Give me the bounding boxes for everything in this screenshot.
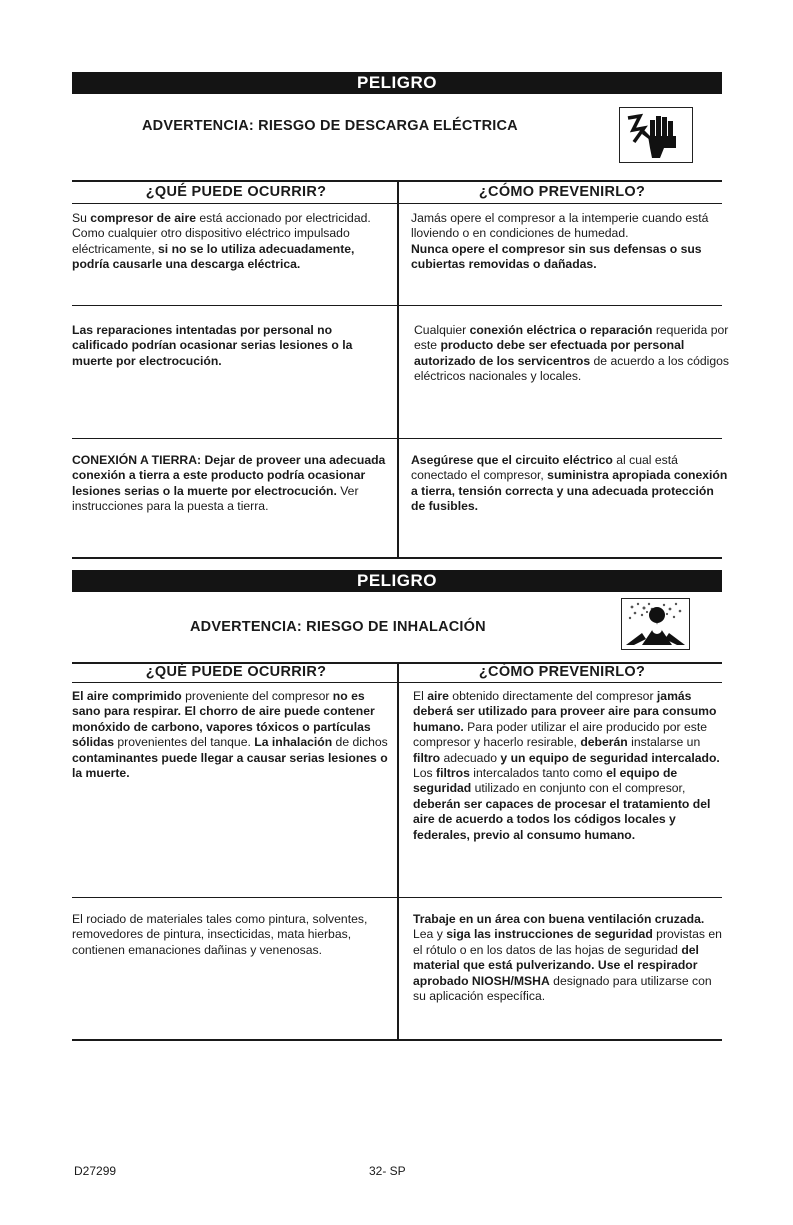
electric-shock-hazard-icon [619, 107, 693, 163]
row-rule [72, 438, 722, 439]
row-rule [72, 897, 722, 898]
cell-s1r2-left: CONEXIÓN A TIERRA: Dejar de proveer una adecuada conexión a tierra a este producto podría ocasionar lesiones serias o la muerte por electrocución. Ver instrucciones para la puesta a tierra. [72, 453, 386, 514]
cell-s1r2-right: Asegúrese que el circuito eléctrico al cual está conectado el compresor, suministra apropiada conexión a tierra, tensión correcta y una adecuada protección de fusibles. [411, 453, 728, 514]
column-divider [397, 180, 399, 558]
column-divider [397, 662, 399, 1041]
danger-banner-electric: PELIGRO [72, 72, 722, 94]
cell-s2r0-left: El aire comprimido proveniente del compresor no es sano para respirar. El chorro de aire puede contener monóxido de carbono, vapores tóxicos o partículas sólidas provenientes del tanque. La inhalación de dichos contaminantes puede llegar a causar serias lesiones o la muerte. [72, 689, 388, 781]
cell-s1r0-right: Jamás opere el compresor a la intemperie cuando está lloviendo o en condiciones de humedad. Nunca opere el compresor sin sus defensas o sus cubiertas removidas o dañadas. [411, 211, 709, 272]
page-number: 32- SP [369, 1164, 406, 1178]
danger-banner-inhalation: PELIGRO [72, 570, 722, 592]
column-header-how: ¿CÓMO PREVENIRLO? [478, 184, 646, 200]
cell-s2r1-left: El rociado de materiales tales como pintura, solventes, removedores de pintura, insecticidas, mata hierbas, contienen emanaciones dañinas y venenosas. [72, 912, 368, 957]
column-header-what: ¿QUÉ PUEDE OCURRIR? [145, 184, 327, 200]
cell-s2r1-right: Trabaje en un área con buena ventilación cruzada. Lea y siga las instrucciones de seguridad provistas en el rótulo o en los datos de las hojas de seguridad del material que está pulverizando. Use el respirador aprobado NIOSH/MSHA designado para utilizarse con su aplicación específica. [413, 912, 722, 1004]
header-rule [72, 203, 722, 204]
table-bottom-rule [72, 1039, 722, 1041]
cell-s1r1-right: Cualquier conexión eléctrica o reparación requerida por este producto debe ser efectuada por personal autorizado de los servicentros de acuerdo a los códigos eléctricos nacionales y locales. [414, 323, 730, 384]
row-rule [72, 305, 722, 306]
warning-title-inhalation: ADVERTENCIA: RIESGO DE INHALACIÓN [190, 619, 486, 635]
header-rule [72, 682, 722, 683]
table-bottom-rule [72, 557, 722, 559]
cell-s2r0-right: El aire obtenido directamente del compresor jamás deberá ser utilizado para proveer aire para consumo humano. Para poder utilizar el aire producido por este compresor y hacerlo resirable, deberán instalarse un filtro adecuado y un equipo de seguridad intercalado. Los filtros intercalados tanto como el equipo de seguridad utilizado en conjunto con el compresor, deberán ser capaces de procesar el tratamiento del aire de acuerdo a todos los códigos locales y federales, previo al consumo humano. [413, 689, 720, 842]
document-number: D27299 [74, 1164, 117, 1178]
column-header-how: ¿CÓMO PREVENIRLO? [478, 664, 646, 680]
cell-s1r1-left: Las reparaciones intentadas por personal no calificado podrían ocasionar serias lesiones o la muerte por electrocución. [72, 323, 353, 368]
column-header-what: ¿QUÉ PUEDE OCURRIR? [145, 664, 327, 680]
inhalation-hazard-icon [621, 598, 690, 650]
warning-title-electric: ADVERTENCIA: RIESGO DE DESCARGA ELÉCTRICA [142, 118, 518, 134]
cell-s1r0-left: Su compresor de aire está accionado por electricidad. Como cualquier otro dispositivo eléctrico impulsado eléctricamente, si no se lo utiliza adecuadamente, podría causarle una descarga eléctrica. [72, 211, 371, 272]
